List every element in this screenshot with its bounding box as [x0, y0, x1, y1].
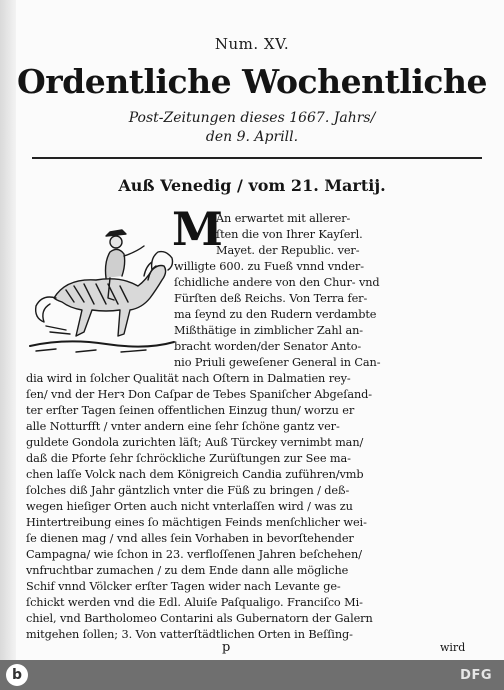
article-line: Fürſten deß Reichs. Von Terra fer- [174, 292, 368, 305]
decorated-initial: M [172, 202, 223, 256]
viewer-footer-bar [0, 660, 504, 690]
horse-rider-woodcut [26, 206, 176, 356]
article-line: ſten die von Ihrer Kayſerl. [216, 228, 363, 241]
newspaper-title: Ordentliche Wochentliche [17, 62, 487, 101]
issue-number: Num. XV. [214, 35, 290, 53]
article-line: ſolches diß Jahr gäntzlich vnter die Füß zu bringen / deß- [26, 484, 350, 497]
article-line: daß die Pforte ſehr ſchröckliche Zurüſtungen zur See ma- [26, 452, 351, 465]
article-line: Campagna/ wie ſchon in 23. verfloſſenen Jahren beſchehen/ [26, 548, 362, 561]
article-line: guldete Gondola zurichten läſt; Auß Türckey vernimbt man/ [26, 436, 364, 449]
article-line: chiel, vnd Bartholomeo Contarini als Gubernatorn der Galern [26, 612, 373, 625]
article-line: nio Priuli geweſener General in Can- [174, 356, 381, 369]
article-line: Hintertreibung eines ſo mächtigen Feinds menſchlicher wei- [26, 516, 367, 529]
article-line: vnfruchtbar zumachen / zu dem Ende dann alle mögliche [26, 564, 349, 577]
catchword: wird [440, 641, 466, 654]
article-line: wegen hieſiger Orten auch nicht vnterlaſſen wird / was zu [26, 500, 353, 513]
panel-badge: b [6, 664, 28, 686]
article-line: ter erſter Tagen ſeinen offentlichen Einzug thun/ worzu er [26, 404, 355, 417]
article-line: ſen/ vnd der Herꝛ Don Caſpar de Tebes Spaniſcher Abgeſand- [26, 388, 373, 401]
header-rule [32, 157, 482, 159]
article-line: alle Notturfft / vnter andern eine ſehr ſchöne gantz ver- [26, 420, 340, 433]
article-line: ſchickt werden vnd die Edl. Aluiſe Paſqualigo. Franciſco Mi- [26, 596, 363, 609]
article-line: chen laſſe Volck nach dem Königreich Candia zuführen/vmb [26, 468, 364, 481]
article-line: ſe dienen mag / vnd alles ſein Vorhaben in bevorſtehender [26, 532, 354, 545]
article-heading: Auß Venedig / vom 21. Martij. [118, 176, 386, 195]
issue-date: den 9. Aprill. [205, 129, 299, 145]
article-line: An erwartet mit allerer- [216, 212, 351, 225]
article-line: dia wird in ſolcher Qualität nach Oſtern in Dalmatien rey- [26, 372, 351, 385]
article-line: Schif vnnd Völcker erſter Tagen wider nach Levante ge- [26, 580, 341, 593]
article-line: ma ſeynd zu den Rudern verdambte [174, 308, 377, 321]
dfg-logo: DFG [460, 668, 492, 683]
article-line: ſchidliche andere von den Chur- vnd [174, 276, 380, 289]
article-line: Mayet. der Republic. ver- [216, 244, 360, 257]
signature-mark: p [222, 640, 231, 655]
article-line: Mißthätige in zimblicher Zahl an- [174, 324, 364, 337]
article-line: bracht worden/der Senator Anto- [174, 340, 362, 353]
newspaper-subtitle: Post-Zeitungen dieses 1667. Jahrs/ [128, 110, 376, 126]
article-line: willigte 600. zu Fueß vnnd vnder- [174, 260, 364, 273]
article-line: mitgehen ſollen; 3. Von vatterſtädtlichen Orten in Beſſing- [26, 628, 353, 641]
